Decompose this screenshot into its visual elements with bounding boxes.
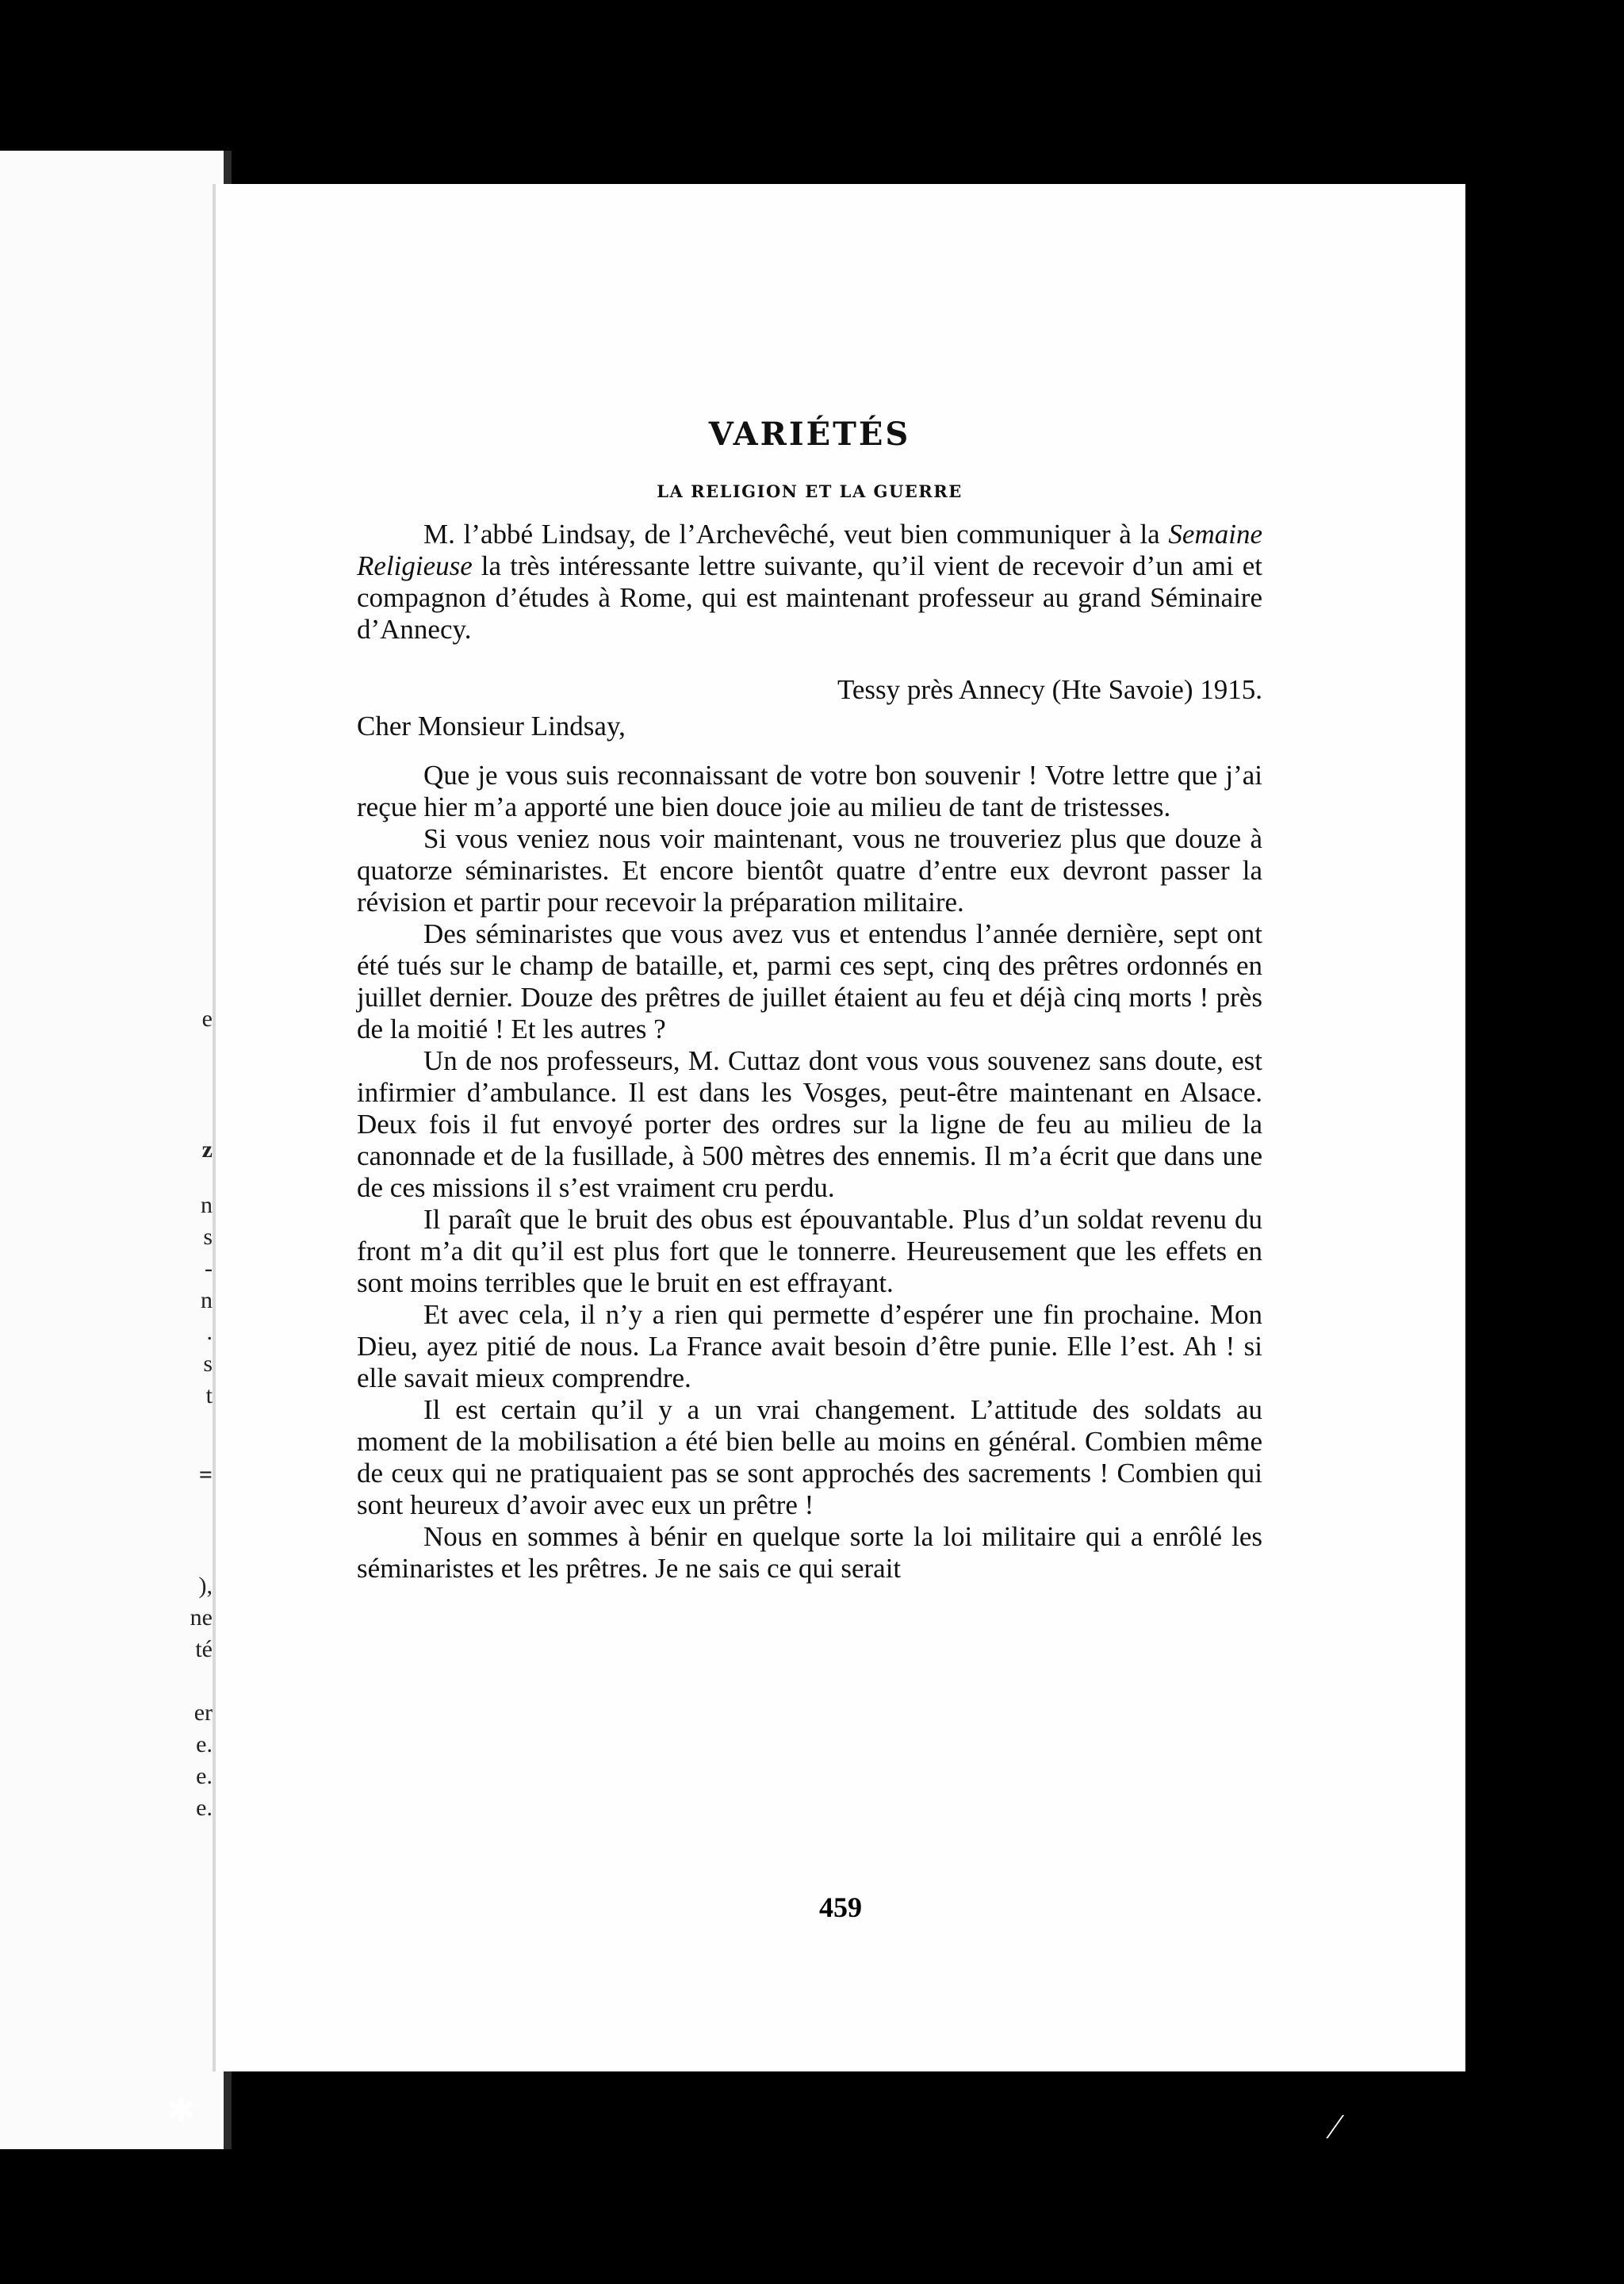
letter-paragraph: Un de nos professeurs, M. Cuttaz dont vous vous souvenez sans doute, est infirmier d’ambulance. Il est dans les Vosges, peut-être maintenant en Alsace. Deux fois il fut envoyé porter des ordres sur la ligne de feu au milieu de la canonnade et de la fusillade, à 500 mètres des ennemis. Il m’a écrit que dans une de ces missions il s’est vraiment cru perdu. [357, 1045, 1262, 1203]
scan-speck: ✱ [167, 2091, 196, 2130]
letter-paragraph: Des séminaristes que vous avez vus et entendus l’année dernière, sept ont été tués sur le champ de bataille, et, parmi ces sept, cinq des prêtres ordonnés en juillet dernier. Douze des prêtres de juillet étaient au feu et déjà cinq morts ! près de la moitié ! Et les autres ? [357, 918, 1262, 1044]
intro-text-start: M. l’abbé Lindsay, de l’Archevêché, veut bien communiquer à la [423, 519, 1169, 550]
left-page-fragment [0, 151, 224, 2149]
left-fragment: s [203, 1351, 213, 1377]
letter-paragraph: Si vous veniez nous voir maintenant, vous ne trouveriez plus que douze à quatorze séminaristes. Et encore bientôt quatre d’entre eux devront passer la révision et partir pour recevoir la préparation militaire. [357, 823, 1262, 918]
left-fragment: e. [196, 1731, 213, 1757]
letter-paragraph: Et avec cela, il n’y a rien qui permette d’espérer une fin prochaine. Mon Dieu, ayez pitié de nous. La France avait besoin d’être punie. Elle l’est. Ah ! si elle savait mieux comprendre. [357, 1299, 1262, 1393]
scan-speck: ⁄ [1332, 2107, 1339, 2146]
main-page [213, 184, 1465, 2071]
left-fragment: té [195, 1636, 213, 1662]
letter-paragraph: Que je vous suis reconnaissant de votre bon souvenir ! Votre lettre que j’ai reçue hier m’a apporté une bien douce joie au milieu de tant de tristesses. [357, 760, 1262, 822]
letter-place-date: Tessy près Annecy (Hte Savoie) 1915. [837, 674, 1262, 705]
left-fragment: z [201, 1136, 213, 1163]
left-fragment: e. [196, 1763, 213, 1789]
left-fragment: er [193, 1700, 213, 1726]
article-subtitle: LA RELIGION ET LA GUERRE [657, 481, 963, 501]
left-fragment: . [206, 1319, 213, 1345]
left-fragment: ne [190, 1604, 213, 1631]
left-fragment: ), [198, 1573, 213, 1599]
left-fragment: = [198, 1462, 213, 1488]
left-fragment: n [201, 1192, 213, 1218]
left-fragment: s [203, 1224, 213, 1250]
letter-paragraph: Il est certain qu’il y a un vrai changement. L’attitude des soldats au moment de la mobilisation a été bien belle au moins en général. Combien même de ceux qui ne pratiquaient pas se sont approchés des sacrements ! Combien qui sont heureux d’avoir avec eux un prêtre ! [357, 1394, 1262, 1520]
intro-paragraph [357, 519, 1262, 646]
article [357, 416, 1262, 1585]
left-fragment: e [201, 1006, 213, 1032]
publication-name: Semaine Religieuse [357, 519, 1262, 581]
left-fragment: - [205, 1255, 213, 1282]
left-fragment: n [201, 1287, 213, 1313]
left-fragment: e. [196, 1795, 213, 1821]
page-number: 459 [819, 1891, 862, 1923]
intro-text-end: la très intéressante lettre suivante, qu’il vient de recevoir d’un ami et compagnon d’études à Rome, qui est maintenant professeur au grand Séminaire d’Annecy. [357, 550, 1262, 645]
letter-salutation: Cher Monsieur Lindsay, [357, 711, 626, 742]
letter-paragraph: Nous en sommes à bénir en quelque sorte la loi militaire qui a enrôlé les séminaristes et les prêtres. Je ne sais ce qui serait [357, 1521, 1262, 1584]
left-page-text-fragments [168, 151, 216, 2149]
left-fragment: t [205, 1382, 213, 1408]
letter-paragraph: Il paraît que le bruit des obus est épouvantable. Plus d’un soldat revenu du front m’a dit qu’il est plus fort que le tonnerre. Heureusement que les effets en sont moins terribles que le bruit en est effrayant. [357, 1204, 1262, 1298]
section-title: VARIÉTÉS [708, 416, 911, 453]
